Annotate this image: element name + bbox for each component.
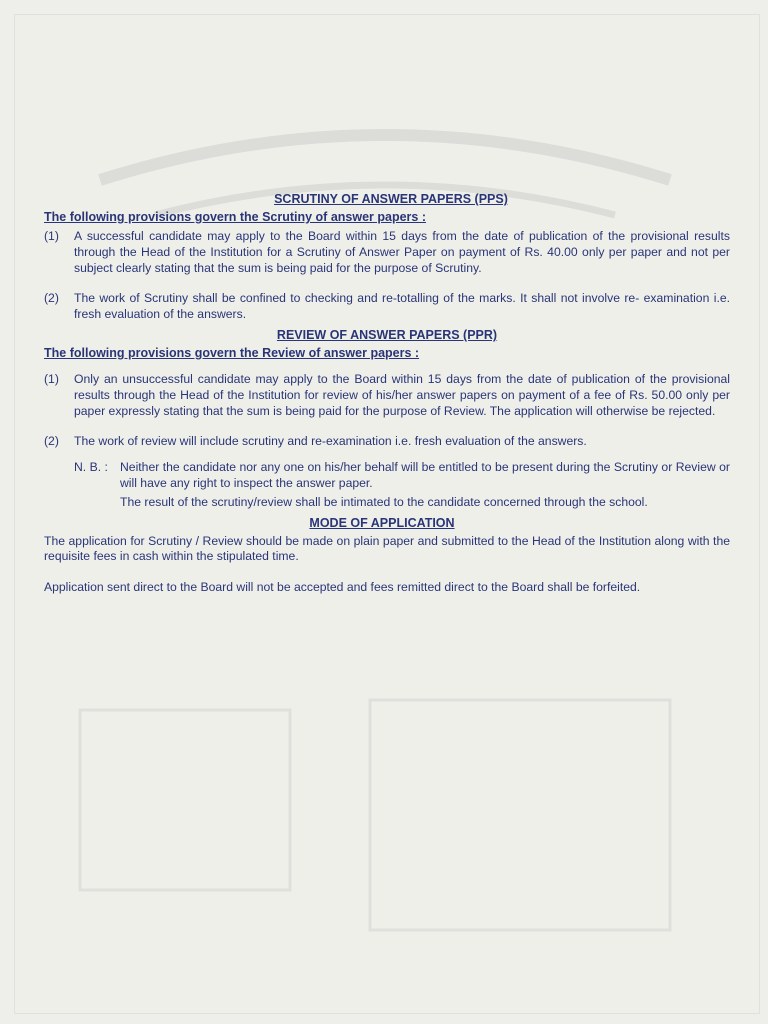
review-title: REVIEW OF ANSWER PAPERS (PPR) — [276, 327, 498, 342]
nota-bene-text: Neither the candidate nor any one on his/her behalf will be entitled to be present during the Scrutiny or Review or will have any right to inspect the answer paper. — [120, 460, 730, 490]
review-nota-bene — [44, 460, 730, 492]
scrutiny-item-2 — [44, 291, 730, 323]
spacer — [44, 419, 730, 434]
spacer — [44, 276, 730, 291]
spacer — [44, 450, 730, 460]
scrutiny-item-2-number: (2) — [44, 291, 59, 306]
review-item-2-number: (2) — [44, 434, 59, 449]
review-result-note: The result of the scrutiny/review shall be intimated to the candidate concerned through the school. — [120, 494, 648, 509]
review-item-2 — [44, 434, 730, 450]
scrutiny-intro: The following provisions govern the Scrutiny of answer papers : — [44, 210, 427, 224]
application-title: MODE OF APPLICATION — [309, 515, 455, 530]
application-paragraph-1: The application for Scrutiny / Review should be made on plain paper and submitted to the Head of the Institution along with the requisite fees in cash within the stipulated time. — [44, 533, 730, 564]
scrutiny-item-1 — [44, 229, 730, 276]
nota-bene-label: N. B. : — [74, 460, 108, 475]
spacer — [44, 365, 730, 372]
review-item-2-text: The work of review will include scrutiny and re-examination i.e. fresh evaluation of the answers. — [74, 434, 587, 449]
review-intro: The following provisions govern the Review of answer papers : — [44, 345, 420, 360]
scrutiny-item-2-text: The work of Scrutiny shall be confined to checking and re-totalling of the marks. It shall not involve re- examination i.e. fresh evaluation of the answers. — [74, 291, 730, 322]
application-paragraph-2: Application sent direct to the Board will not be accepted and fees remitted direct to the Board shall be forfeited. — [44, 580, 641, 595]
scrutiny-title: SCRUTINY OF ANSWER PAPERS (PPS) — [274, 192, 508, 206]
document-content — [44, 192, 730, 596]
spacer — [44, 565, 730, 580]
review-item-1-text: Only an unsuccessful candidate may apply to the Board within 15 days from the date of publication of the provisional results through the Head of the Institution for review of his/her answer papers on payment of a fee of Rs. 50.00 only per paper expressly stating that the sum is being paid for the purpose of Review. The application will otherwise be rejected. — [74, 371, 730, 418]
scrutiny-item-1-text: A successful candidate may apply to the Board within 15 days from the date of publication of the provisional results through the Head of the Institution for a Scrutiny of Answer Paper on payment of Rs. 40.00 only per paper and not per subject clearly stating that the sum is being paid for the purpose of Scrutiny. — [74, 229, 730, 275]
scrutiny-item-1-number: (1) — [44, 229, 59, 243]
review-item-1-number: (1) — [44, 371, 59, 386]
review-item-1 — [44, 372, 730, 419]
